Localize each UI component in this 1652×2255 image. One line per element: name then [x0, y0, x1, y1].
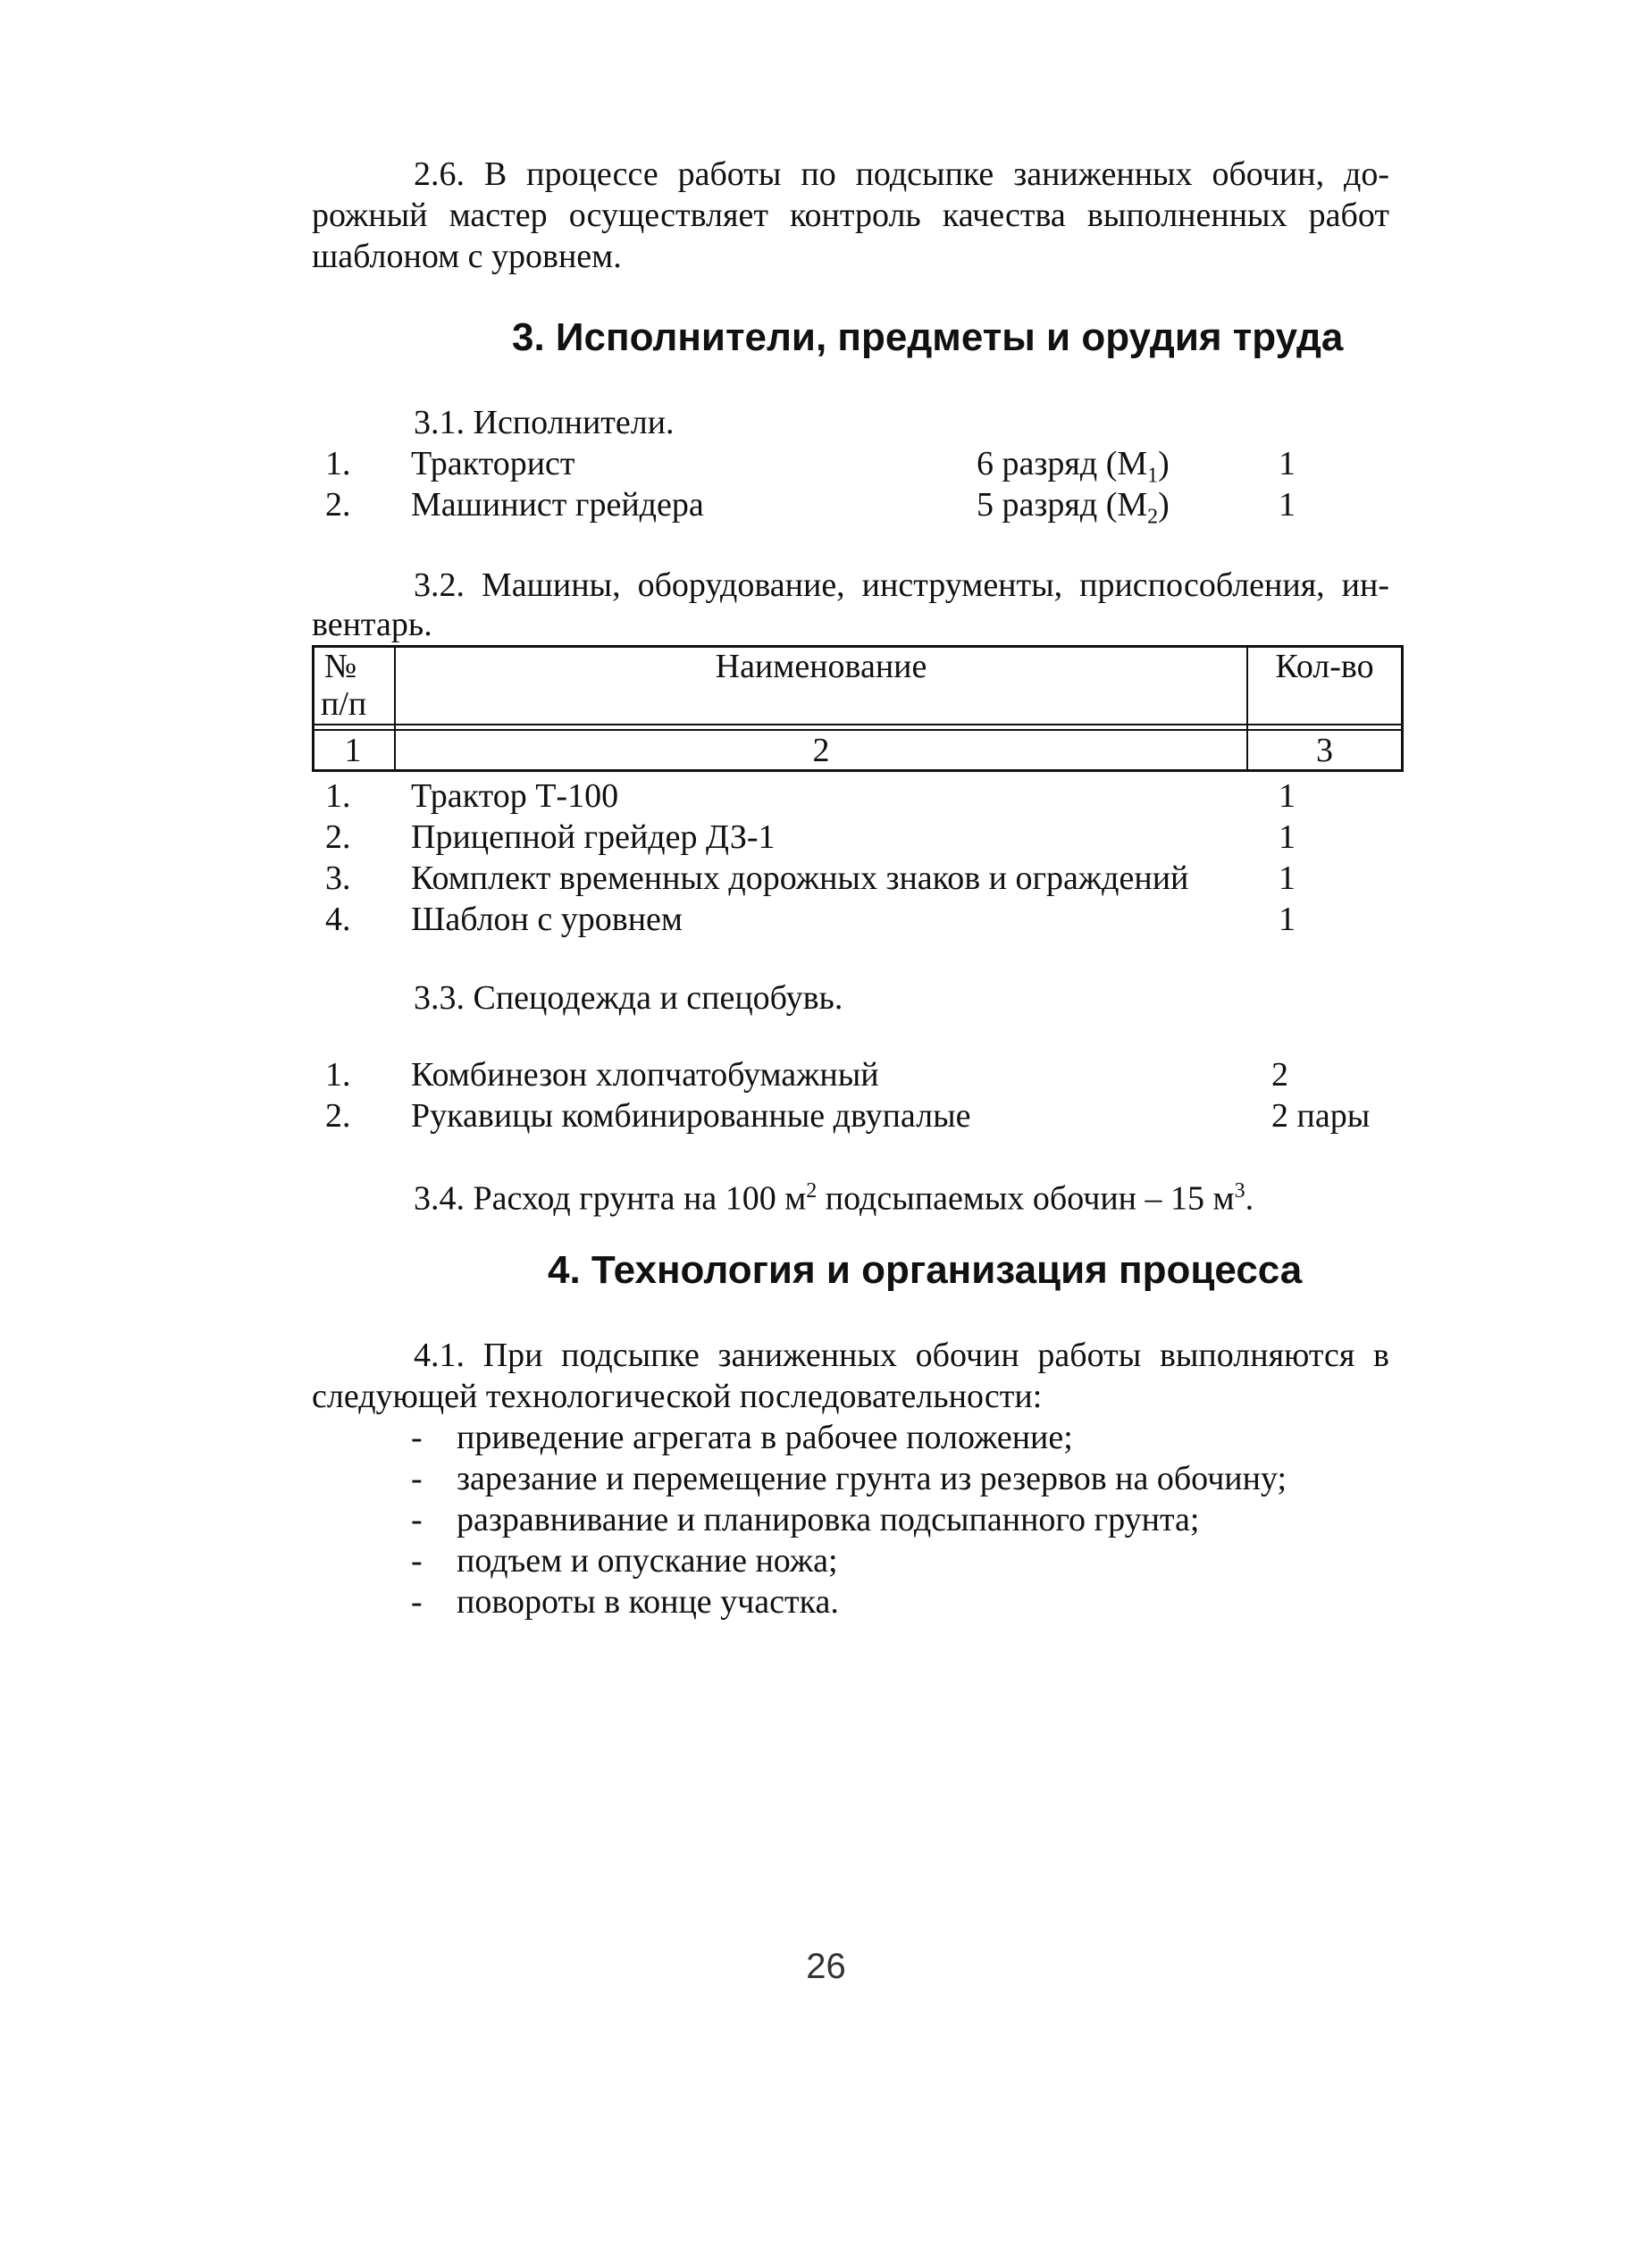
machines-table-header [312, 645, 1404, 772]
performers-heading: 3.1. Исполнители. [414, 404, 675, 441]
section-4-title: 4. Технология и организация процесса [548, 1248, 1303, 1292]
bullet-dash: - [411, 1460, 423, 1497]
machine-name: Трактор Т-100 [411, 777, 619, 815]
bullet-dash: - [411, 1501, 423, 1538]
page-number: 26 [806, 1947, 846, 1986]
machine-name: Шаблон с уровнем [411, 901, 683, 938]
section-3-title: 3. Исполнители, предметы и орудия труда [512, 315, 1344, 359]
col-index-2: 2 [812, 732, 830, 769]
machine-num: 4. [325, 901, 351, 938]
bullet-item: зарезание и перемещение грунта из резервов на обочину; [457, 1460, 1287, 1497]
clothing-qty: 2 [1271, 1056, 1288, 1094]
clothing-heading: 3.3. Спецодежда и спецобувь. [414, 979, 843, 1017]
clothing-name: Рукавицы комбинированные двупалые [411, 1097, 971, 1135]
performer-grade-close: ) [1158, 486, 1170, 524]
machine-name: Комплект временных дорожных знаков и ограждений [411, 859, 1189, 897]
performer-name: Машинист грейдера [411, 486, 704, 524]
bullet-dash: - [411, 1419, 423, 1456]
bullet-item: разравнивание и планировка подсыпанного грунта; [457, 1501, 1200, 1538]
para-4-1-line1: 4.1. При подсыпке заниженных обочин работы выполняются в [414, 1337, 1389, 1374]
para-2-6-line2: рожный мастер осуществляет контроль качества выполненных работ [312, 197, 1389, 234]
performer-name: Тракторист [411, 445, 575, 482]
machine-num: 3. [325, 859, 351, 897]
machines-heading-line1: 3.2. Машины, оборудование, инструменты, приспособления, ин- [414, 566, 1389, 604]
table-border-right [1401, 645, 1404, 772]
col-qty-header: Кол-во [1275, 648, 1374, 685]
machine-name: Прицепной грейдер ДЗ-1 [411, 818, 776, 856]
clothing-qty: 2 пары [1271, 1097, 1371, 1135]
para-4-1-line2: следующей технологической последовательности: [312, 1378, 1043, 1415]
bullet-dash: - [411, 1583, 423, 1621]
machines-heading-line2: вентарь. [312, 606, 432, 643]
clothing-num: 1. [325, 1056, 351, 1094]
performer-grade-text: 6 разряд (M [977, 445, 1148, 482]
machine-num: 2. [325, 818, 351, 856]
performer-grade [977, 484, 1170, 538]
bullet-item: повороты в конце участка. [457, 1583, 839, 1621]
machine-qty: 1 [1279, 859, 1296, 897]
performer-qty: 1 [1279, 486, 1296, 524]
performer-grade-close: ) [1158, 445, 1170, 482]
para-2-6-line3: шаблоном с уровнем. [312, 238, 622, 275]
clothing-name: Комбинезон хлопчатобумажный [411, 1056, 879, 1094]
performer-num: 2. [325, 486, 351, 524]
bullet-item: подъем и опускание ножа; [457, 1542, 838, 1580]
machine-qty: 1 [1279, 901, 1296, 938]
col-name-header: Наименование [715, 648, 927, 685]
table-border-mid [312, 724, 1404, 725]
col-index-3: 3 [1316, 732, 1333, 769]
bullet-item: приведение агрегата в рабочее положение; [457, 1419, 1073, 1456]
machine-qty: 1 [1279, 777, 1296, 815]
performer-qty: 1 [1279, 445, 1296, 482]
para-2-6-line1: 2.6. В процессе работы по подсыпке заниженных обочин, до- [414, 155, 1389, 193]
clothing-num: 2. [325, 1097, 351, 1135]
soil-text-1: 3.4. Расход грунта на 100 м [414, 1179, 807, 1218]
bullet-dash: - [411, 1542, 423, 1580]
soil-text-2: подсыпаемых обочин – 15 м [817, 1179, 1235, 1218]
soil-sup-2: 3 [1234, 1179, 1245, 1203]
performer-grade-sub: 2 [1147, 505, 1159, 529]
soil-sup-1: 2 [806, 1179, 818, 1203]
performer-grade-sub: 1 [1147, 464, 1159, 488]
performer-grade-text: 5 разряд (M [977, 486, 1148, 524]
col-num-header-line2: п/п [321, 685, 367, 723]
performer-num: 1. [325, 445, 351, 482]
machine-qty: 1 [1279, 818, 1296, 856]
soil-consumption [414, 1170, 1254, 1220]
col-num-header-line1: № [324, 648, 357, 685]
col-index-1: 1 [344, 732, 362, 769]
soil-text-3: . [1245, 1179, 1254, 1218]
machine-num: 1. [325, 777, 351, 815]
